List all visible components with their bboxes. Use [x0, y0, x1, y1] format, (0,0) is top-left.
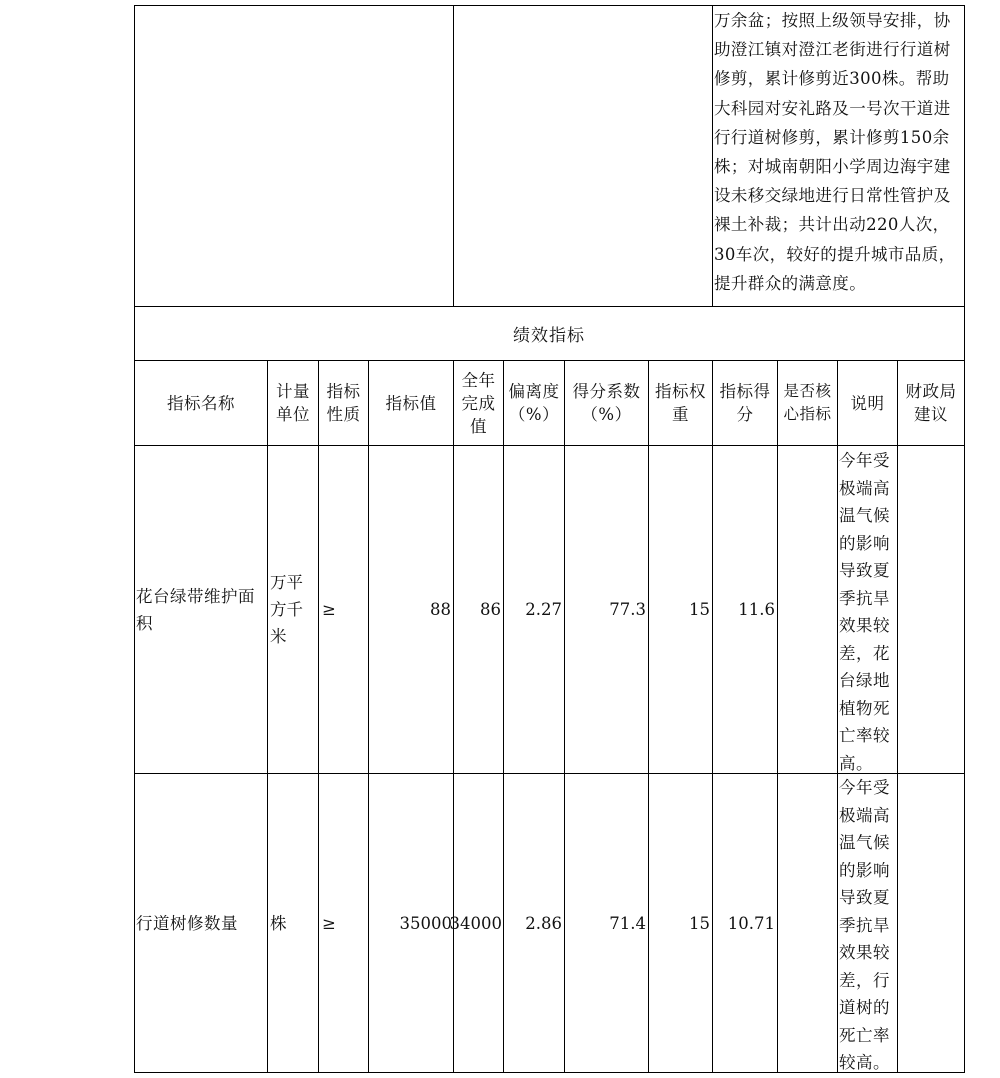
row1-target: 88 [430, 600, 451, 619]
row2-weight: 15 [689, 913, 710, 933]
row1-deviation: 2.27 [525, 600, 562, 619]
table-border-right [964, 5, 965, 1073]
header-explain: 说明 [850, 393, 885, 413]
row1-actual: 86 [480, 600, 501, 619]
row1-score: 11.6 [738, 600, 775, 619]
table-rule [712, 5, 713, 306]
header-target: 指标值 [385, 393, 437, 413]
row2-score: 10.71 [727, 913, 775, 933]
header-unit: 计量单位 [276, 382, 310, 424]
row1-name: 花台绿带维护面积 [136, 586, 255, 633]
col-rule [837, 360, 838, 1073]
row2-core [778, 774, 837, 1072]
row2-advice [898, 774, 964, 1072]
header-advice: 财政局建议 [905, 382, 957, 424]
row2-actual: 34000 [449, 913, 502, 933]
row1-advice [898, 446, 964, 773]
row2-nature: ≥ [322, 913, 336, 933]
header-score: 指标得分 [719, 382, 771, 424]
header-deviation: 偏离度（%） [508, 382, 560, 424]
row1-weight: 15 [689, 600, 710, 619]
row1-core [778, 446, 837, 773]
table-border-left [134, 5, 135, 1073]
row1-coefficient: 77.3 [609, 600, 646, 619]
row2-explain: 今年受极端高温气候的影响导致夏季抗旱效果较差，行道树的死亡率较高。 [839, 778, 890, 1072]
row2-deviation: 2.86 [525, 913, 562, 933]
section-title: 绩效指标 [513, 326, 585, 346]
row1-explain: 今年受极端高温气候的影响导致夏季抗旱效果较差，花台绿地植物死亡率较高。 [839, 451, 890, 773]
header-nature: 指标性质 [326, 382, 361, 424]
header-name: 指标名称 [167, 393, 235, 413]
header-core: 是否核心指标 [783, 382, 832, 423]
row2-target: 35000 [399, 913, 452, 933]
col-rule [267, 360, 268, 1073]
intro-paragraph: 万余盆；按照上级领导安排，协助澄江镇对澄江老街进行行道树修剪，累计修剪近300株。帮助大科园对安礼路及一号次干道进行行道树修剪，累计修剪150余株；对城南朝阳小学周边海宇建设未移交绿地进行日常性管护及裸土补裁；共计出动220人次，30车次，较好的提升城市品质，提升群众的满意度。 [714, 11, 956, 293]
row2-unit: 株 [270, 913, 287, 933]
row2-coefficient: 71.4 [609, 913, 646, 933]
header-actual: 全年完成值 [461, 370, 496, 436]
row1-unit: 万平方千米 [270, 573, 303, 646]
row2-name: 行道树修数量 [136, 913, 238, 933]
header-coefficient: 得分系数（%） [572, 382, 641, 424]
table-rule [453, 5, 454, 306]
col-rule [318, 360, 319, 1073]
row1-nature: ≥ [322, 600, 336, 619]
header-weight: 指标权重 [655, 382, 706, 424]
